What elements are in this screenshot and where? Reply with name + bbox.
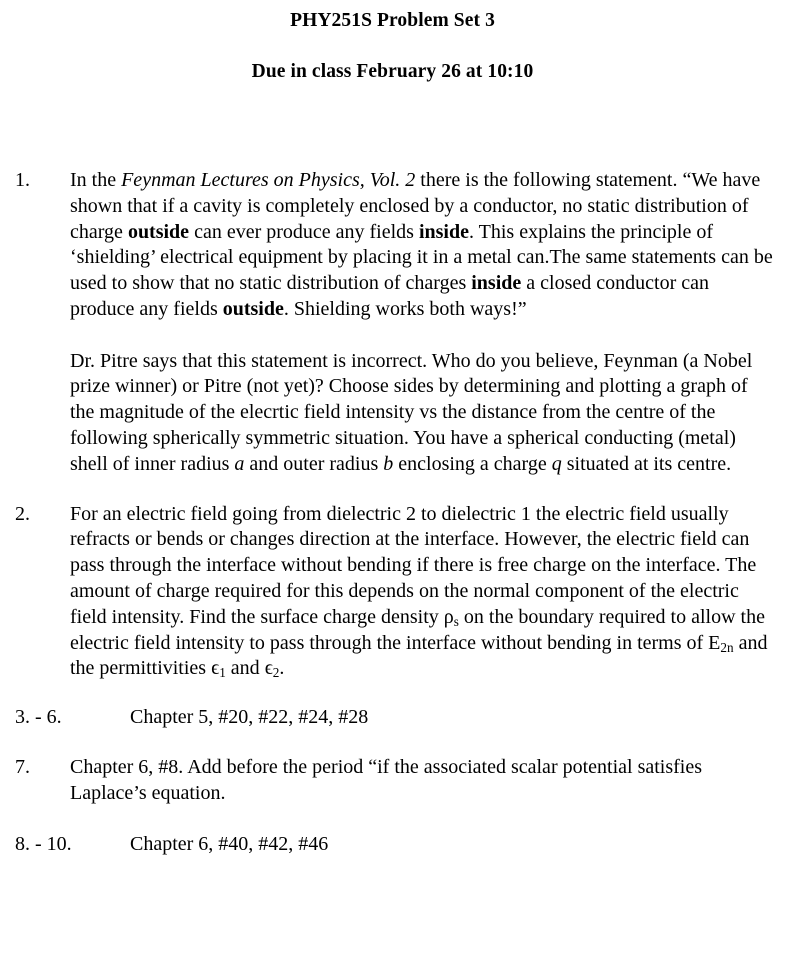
- bold-run: outside: [127, 220, 190, 243]
- subscript-run: 2n: [720, 639, 734, 655]
- problem-spacer: [0, 807, 785, 832]
- problem-paragraph: [70, 502, 776, 683]
- text-run: can ever produce any fields: [189, 220, 419, 243]
- text-run: and the permittivities: [70, 631, 768, 680]
- symbol-run: ρ: [443, 605, 454, 628]
- italic-run: Feynman Lectures on Physics, Vol. 2: [121, 169, 416, 191]
- problem-paragraph: [70, 349, 776, 478]
- text-run: .: [279, 657, 285, 680]
- text-run: Chapter 6, #40, #42, #46: [130, 832, 329, 855]
- text-run: Chapter 5, #20, #22, #24, #28: [130, 706, 369, 729]
- symbol-run: ϵ: [211, 657, 220, 680]
- subscript-run: 1: [219, 665, 226, 681]
- problem-list: [0, 168, 785, 857]
- bold-run: inside: [418, 220, 469, 243]
- problem-spacer: [0, 478, 785, 502]
- problem-number: 7.: [15, 755, 30, 778]
- problem-number: 1.: [15, 169, 30, 191]
- text-run: In the: [70, 169, 122, 191]
- problem-spacer: [0, 682, 785, 705]
- text-run: there is the following statement. “We have shown that if a cavity is completely enclosed by a conductor, no static distribution of charge: [70, 169, 761, 243]
- problem-number: 2.: [15, 502, 30, 525]
- text-run: a closed conductor can produce any fields: [70, 272, 709, 320]
- text-run: on the boundary required to allow the electric field intensity to pass through the interface without bending in terms of E: [70, 605, 765, 654]
- bold-run: outside: [222, 297, 284, 320]
- problem-item: [0, 502, 785, 683]
- problem-paragraph: [130, 705, 776, 731]
- problem-body: [130, 705, 776, 731]
- page-title: PHY251S Problem Set 3: [290, 10, 495, 31]
- subscript-run: 2: [272, 665, 280, 681]
- bold-run: inside: [471, 272, 522, 295]
- due-date-heading: Due in class February 26 at 10:10: [251, 61, 534, 82]
- text-run: Chapter 6, #8. Add before the period “if the associated scalar potential satisfies Laplace’s equation.: [70, 755, 703, 804]
- problem-paragraph: [70, 168, 776, 323]
- text-run: enclosing a charge: [393, 452, 552, 475]
- problem-paragraph: [130, 832, 776, 858]
- text-run: and: [225, 657, 265, 680]
- subscript-run: s: [453, 613, 459, 629]
- problem-item: [0, 168, 785, 478]
- text-run: and outer radius: [244, 452, 384, 475]
- problem-body: [70, 168, 776, 478]
- text-run: situated at its centre.: [561, 452, 732, 475]
- problem-body: [70, 502, 776, 683]
- text-run: . Shielding works both ways!”: [283, 297, 527, 320]
- italic-run: q: [551, 452, 562, 475]
- problem-body: [70, 755, 776, 807]
- text-run: . This explains the principle of ‘shielding’ electrical equipment by placing it in a metal can.The same statements can be used to show that no static distribution of charges: [70, 220, 773, 295]
- problem-paragraph: [70, 755, 776, 807]
- problem-item: [0, 832, 785, 858]
- problem-spacer: [0, 731, 785, 755]
- problem-number: 8. - 10.: [15, 832, 72, 855]
- problem-body: [130, 832, 776, 858]
- text-run: For an electric field going from dielectric 2 to dielectric 1 the electric field usually refracts or bends or changes direction at the interface. However, the electric field can pass through the interface without bending if there is free charge on the interface. The amount of charge required for this depends on the normal component of the electric field intensity. Find the surface charge density: [70, 502, 757, 628]
- italic-run: a: [234, 452, 245, 475]
- symbol-run: ϵ: [264, 657, 273, 680]
- text-run: Dr. Pitre says that this statement is incorrect. Who do you believe, Feynman (a Nobel prize winner) or Pitre (not yet)? Choose sides by determining and plotting a graph of the magnitude of the elecrtic field intensity vs the distance from the centre of the following spherically symmetric situation. You have a spherical conducting (metal) shell of inner radius: [70, 349, 753, 475]
- problem-item: [0, 705, 785, 731]
- italic-run: b: [383, 452, 394, 475]
- problem-number: 3. - 6.: [15, 706, 62, 729]
- problem-item: [0, 755, 785, 807]
